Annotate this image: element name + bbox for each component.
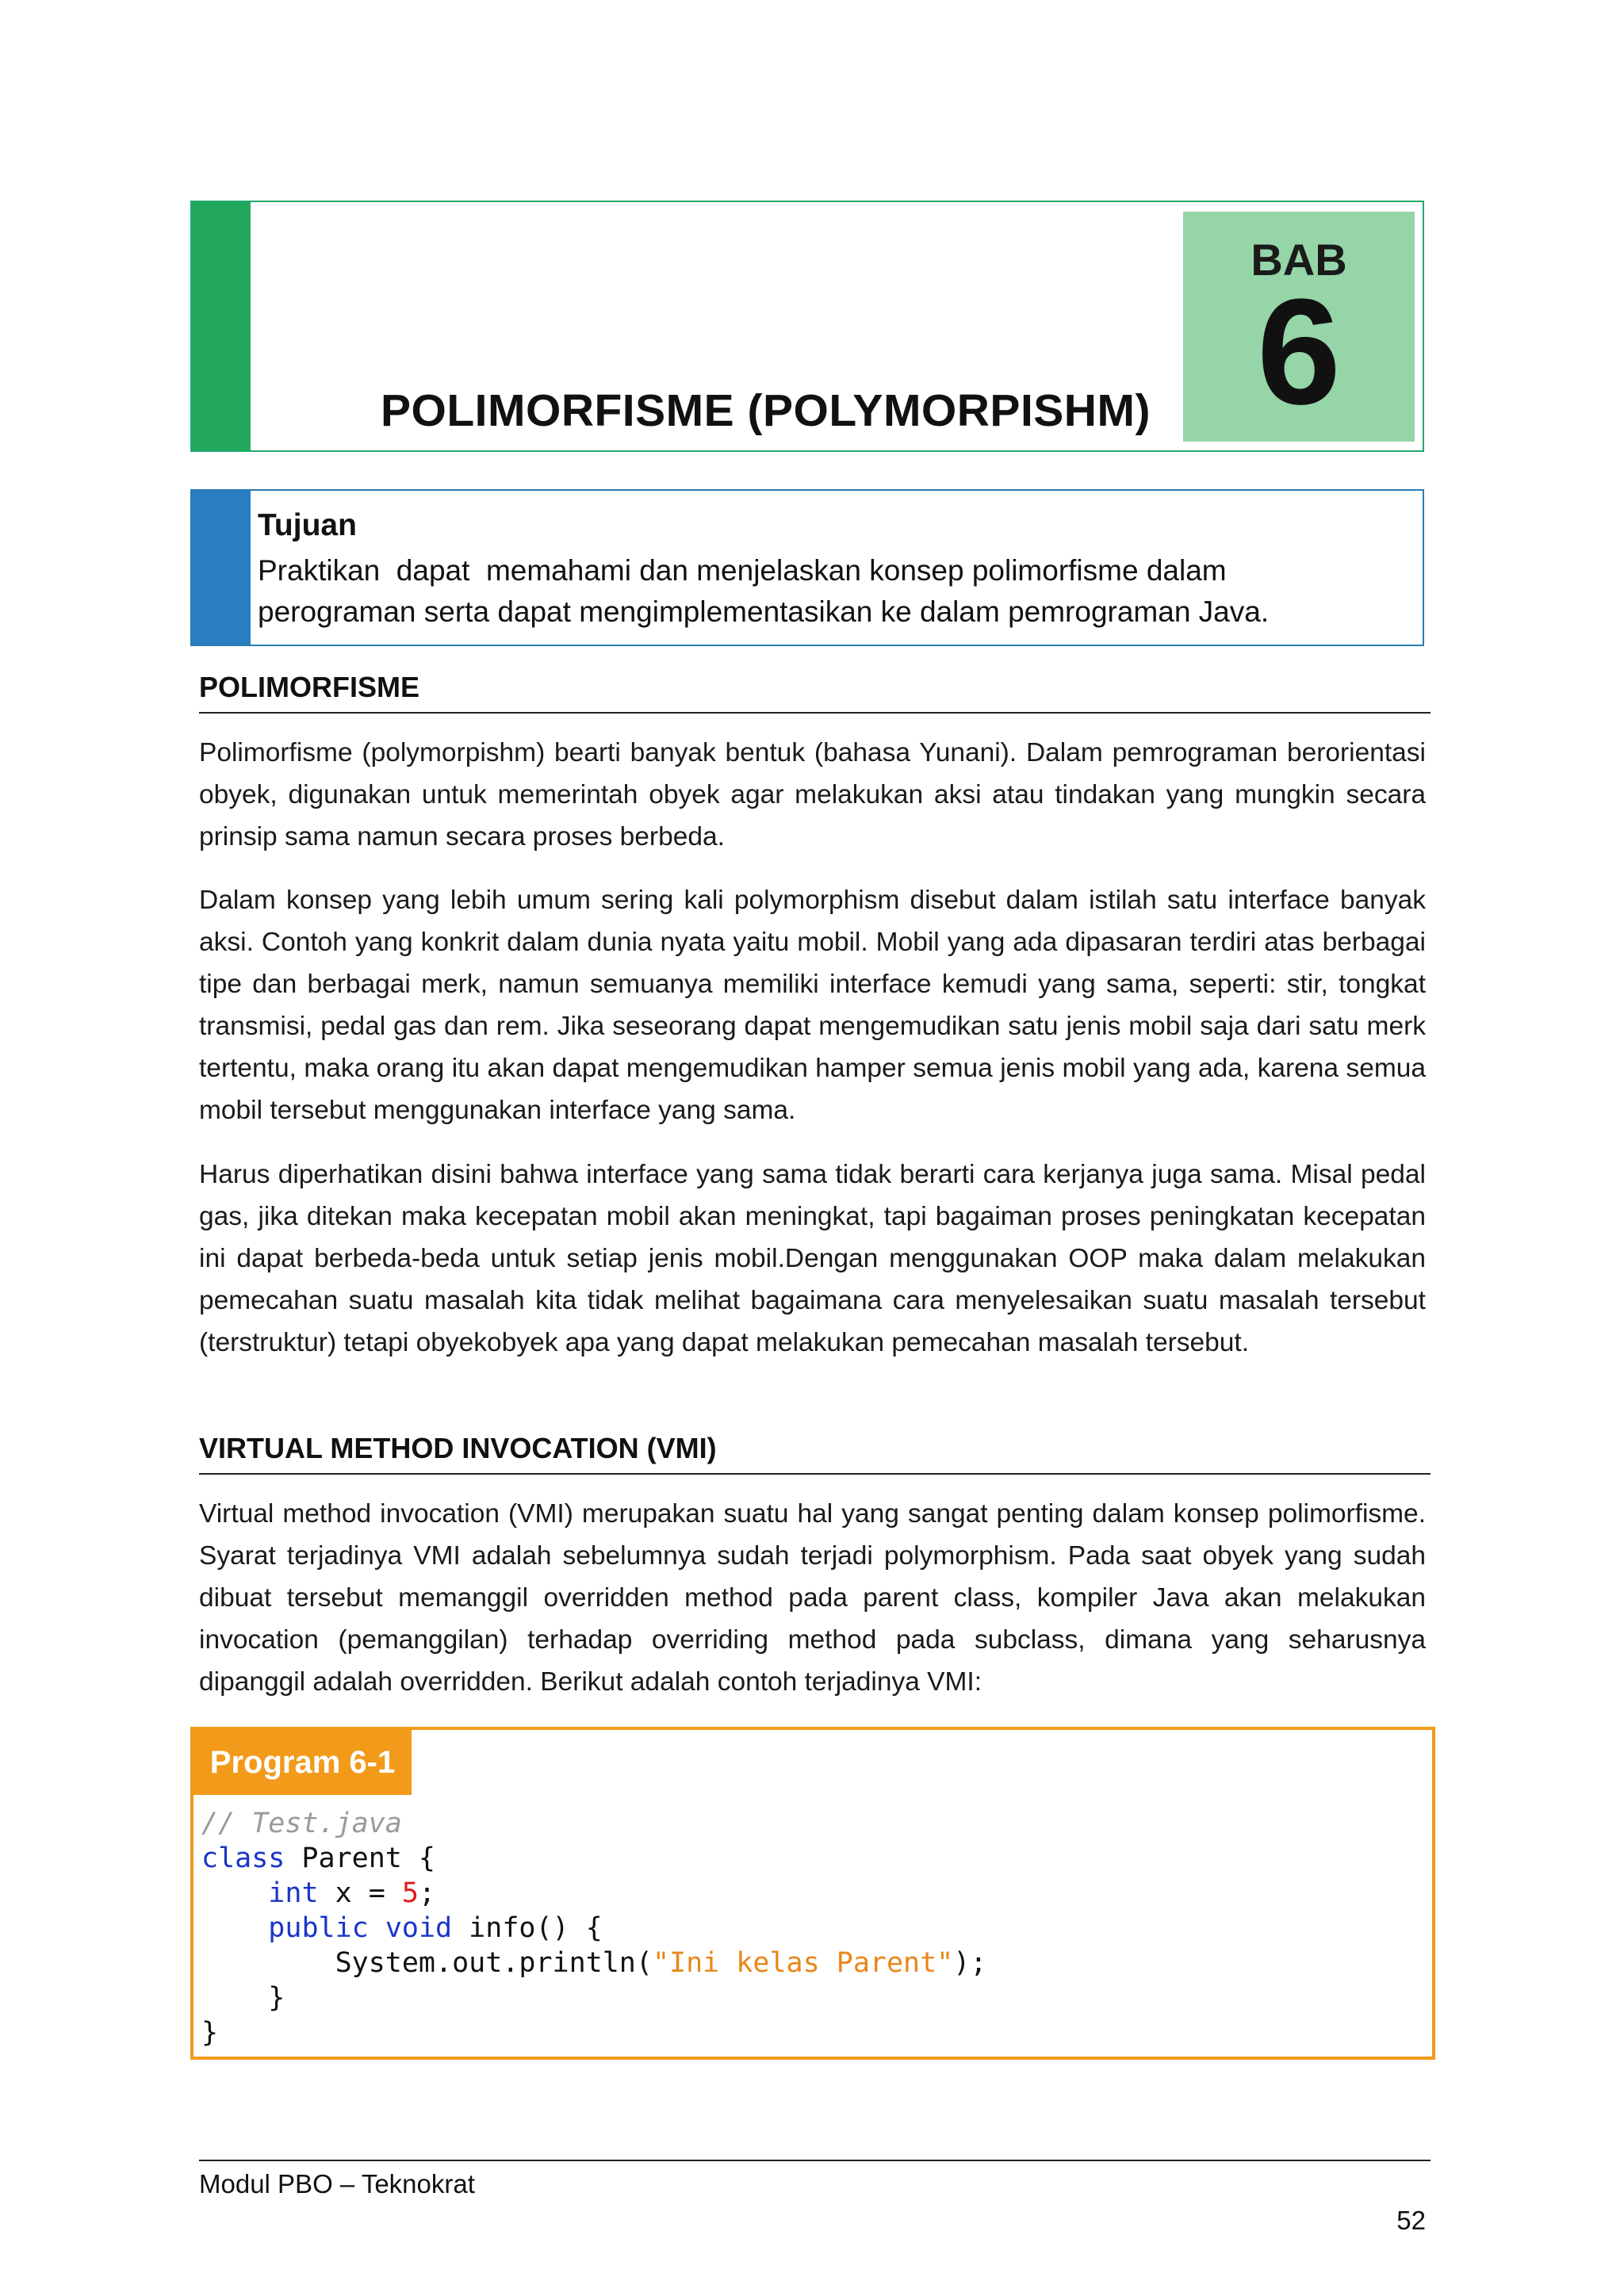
paragraph: Polimorfisme (polymorpishm) bearti banyak bentuk (bahasa Yunani). Dalam pemrograman berorientasi obyek, digunakan untuk memerintah obyek agar melakukan aksi atau tindakan yang mungkin secara prinsip sama namun secara proses berbeda. <box>199 738 1426 851</box>
code-text: ; <box>418 1877 436 1909</box>
code-text: info() { <box>452 1912 603 1944</box>
code-text: ); <box>953 1947 987 1979</box>
chapter-title: POLIMORFISME (POLYMORPISHM) <box>381 385 1151 436</box>
objective-accent-stripe <box>192 491 251 645</box>
chapter-number: 6 <box>1257 268 1341 436</box>
chapter-accent-stripe <box>192 202 251 450</box>
code-keyword: public <box>268 1912 369 1944</box>
section-heading-polimorfisme: POLIMORFISME <box>199 671 1431 714</box>
code-keyword: int <box>268 1877 319 1909</box>
code-keyword: void <box>385 1912 453 1944</box>
code-indent <box>201 1947 335 1979</box>
chapter-header <box>190 201 1424 452</box>
code-text: } <box>201 1982 285 2014</box>
code-listing <box>190 1727 1435 2060</box>
code-indent <box>201 1912 268 1944</box>
paragraph: Harus diperhatikan disini bahwa interface yang sama tidak berarti cara kerjanya juga sama. Misal pedal gas, jika ditekan maka kecepatan mobil akan meningkat, tapi bagaiman proses peningkatan kecepatan ini dapat berbeda-beda untuk setiap jenis mobil.Dengan menggunakan OOP maka dalam melakukan pemecahan suatu masalah kita tidak melihat bagaimana cara menyelesaikan suatu masalah tersebut (terstruktur) tetapi obyekobyek apa yang dapat melakukan pemecahan masalah tersebut. <box>199 1160 1426 1357</box>
code-listing-label: Program 6-1 <box>193 1730 412 1795</box>
code-text <box>369 1912 385 1944</box>
code-block <box>201 1806 986 2050</box>
code-string: "Ini kelas Parent" <box>652 1947 954 1979</box>
code-text: } <box>201 2017 219 2049</box>
chapter-badge <box>1183 212 1415 442</box>
page-number: 52 <box>1396 2206 1426 2235</box>
objective-text <box>258 550 1400 633</box>
objective-box <box>190 489 1424 646</box>
footer-text: Modul PBO – Teknokrat <box>199 2169 475 2198</box>
code-number: 5 <box>401 1877 419 1909</box>
chapter-badge-label: BAB <box>1251 235 1347 285</box>
code-text: Parent { <box>285 1843 436 1874</box>
paragraph: Virtual method invocation (VMI) merupakan suatu hal yang sangat penting dalam konsep polimorfisme. Syarat terjadinya VMI adalah sebelumnya sudah terjadi polymorphism. Pada saat obyek yang sudah dibuat tersebut memanggil overridden method pada parent class, kompiler Java akan melakukan invocation (pemanggilan) terhadap overriding method pada subclass, dimana yang seharusnya dipanggil adalah overridden. Berikut adalah contoh terjadinya VMI: <box>199 1499 1426 1697</box>
code-comment: // Test.java <box>201 1808 402 1839</box>
code-keyword: class <box>201 1843 285 1874</box>
objective-line: Praktikan dapat memahami dan menjelaskan konsep polimorfisme dalam <box>258 554 1227 587</box>
code-indent <box>201 1877 268 1909</box>
paragraph: Dalam konsep yang lebih umum sering kali polymorphism disebut dalam istilah satu interface banyak aksi. Contoh yang konkrit dalam dunia nyata yaitu mobil. Mobil yang ada dipasaran terdiri atas berbagai tipe dan berbagai merk, namun semuanya memiliki interface kemudi yang sama, seperti: stir, tongkat transmisi, pedal gas dan rem. Jika seseorang dapat mengemudikan satu jenis mobil saja dari satu merk tertentu, maka orang itu akan dapat mengemudikan hamper semua jenis mobil yang ada, karena semua mobil tersebut menggunakan interface yang sama. <box>199 886 1426 1125</box>
objective-line: perograman serta dapat mengimplementasikan ke dalam pemrograman Java. <box>258 595 1270 628</box>
code-text: x = <box>318 1877 402 1909</box>
footer-divider <box>199 2160 1431 2161</box>
code-text: System.out.println( <box>335 1947 653 1979</box>
objective-title: Tujuan <box>258 508 357 542</box>
section-heading-vmi: VIRTUAL METHOD INVOCATION (VMI) <box>199 1432 1431 1475</box>
